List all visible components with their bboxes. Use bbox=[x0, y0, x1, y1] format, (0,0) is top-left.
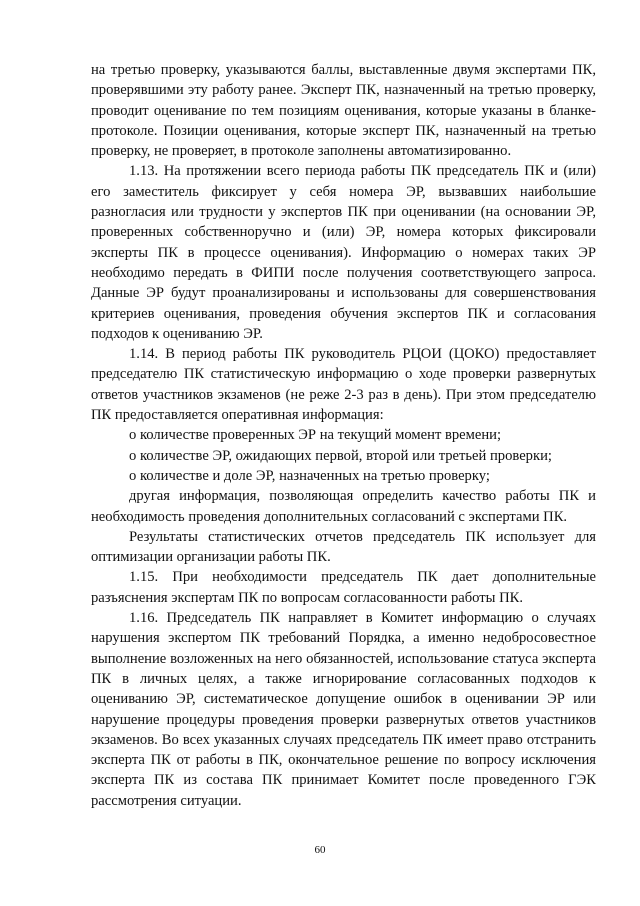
paragraph-1-15: 1.15. При необходимости председатель ПК дает дополнительные разъяснения экспертам ПК по вопросам согласованности работы ПК. bbox=[91, 569, 596, 606]
paragraph-1-16: 1.16. Председатель ПК направляет в Комитет информацию о случаях нарушения экспертом ПК требований Порядка, а именно недобросовестное выполнение возложенных на него обязанностей, использование статуса эксперта ПК в личных целях, а также игнорирование согласованных подходов к оцениванию ЭР, систематическое допущение ошибок в оценивании ЭР или нарушение процедуры проведения проверки развернутых ответов участников экзаменов. Во всех указанных случаях председатель ПК имеет право отстранить эксперта ПК от работы в ПК, окончательное решение по вопросу исключения эксперта ПК из состава ПК принимает Комитет после проведенного ГЭК рассмотрения ситуации. bbox=[91, 610, 596, 809]
list-item-other-info: другая информация, позволяющая определить качество работы ПК и необходимость проведения дополнительных согласований с экспертами ПК. bbox=[91, 488, 596, 525]
paragraph-continuation: на третью проверку, указываются баллы, выставленные двумя экспертами ПК, проверявшими эту работу ранее. Эксперт ПК, назначенный на третью проверку, проводит оценивание по тем позициям оценивания, которые указаны в бланке-протоколе. Позиции оценивания, которые эксперт ПК, назначенный на третью проверку, не проверяет, в протоколе заполнены автоматизированно. bbox=[91, 62, 596, 160]
document-page bbox=[91, 60, 596, 811]
page-number: 60 bbox=[314, 844, 326, 856]
list-item-third-check-share: о количестве и доле ЭР, назначенных на третью проверку; bbox=[129, 467, 490, 484]
list-item-awaiting-count: о количестве ЭР, ожидающих первой, второй или третьей проверки; bbox=[129, 447, 552, 464]
list-item-checked-count: о количестве проверенных ЭР на текущий момент времени; bbox=[129, 427, 502, 444]
paragraph-statistics-results: Результаты статистических отчетов председатель ПК использует для оптимизации организации работы ПК. bbox=[91, 528, 596, 566]
paragraph-1-13: 1.13. На протяжении всего периода работы ПК председатель ПК и (или) его заместитель фиксирует у себя номера ЭР, вызвавших наибольшие разногласия или трудности у экспертов ПК при оценивании (на основании ЭР, проверенных собственноручно и (или) ЭР, номера которых фиксировали эксперты ПК в процессе оценивания). Информацию о номерах таких ЭР необходимо передать в ФИПИ после получения соответствующего запроса. Данные ЭР будут проанализированы и использованы для совершенствования критериев оценивания, проведения обучения экспертов ПК и согласования подходов к оцениванию ЭР. bbox=[91, 163, 596, 342]
paragraph-1-14: 1.14. В период работы ПК руководитель РЦОИ (ЦОКО) предоставляет председателю ПК статистическую информацию о ходе проверки развернутых ответов участников экзаменов (не реже 2-3 раз в день). При этом председателю ПК предоставляется оперативная информация: bbox=[91, 346, 596, 424]
